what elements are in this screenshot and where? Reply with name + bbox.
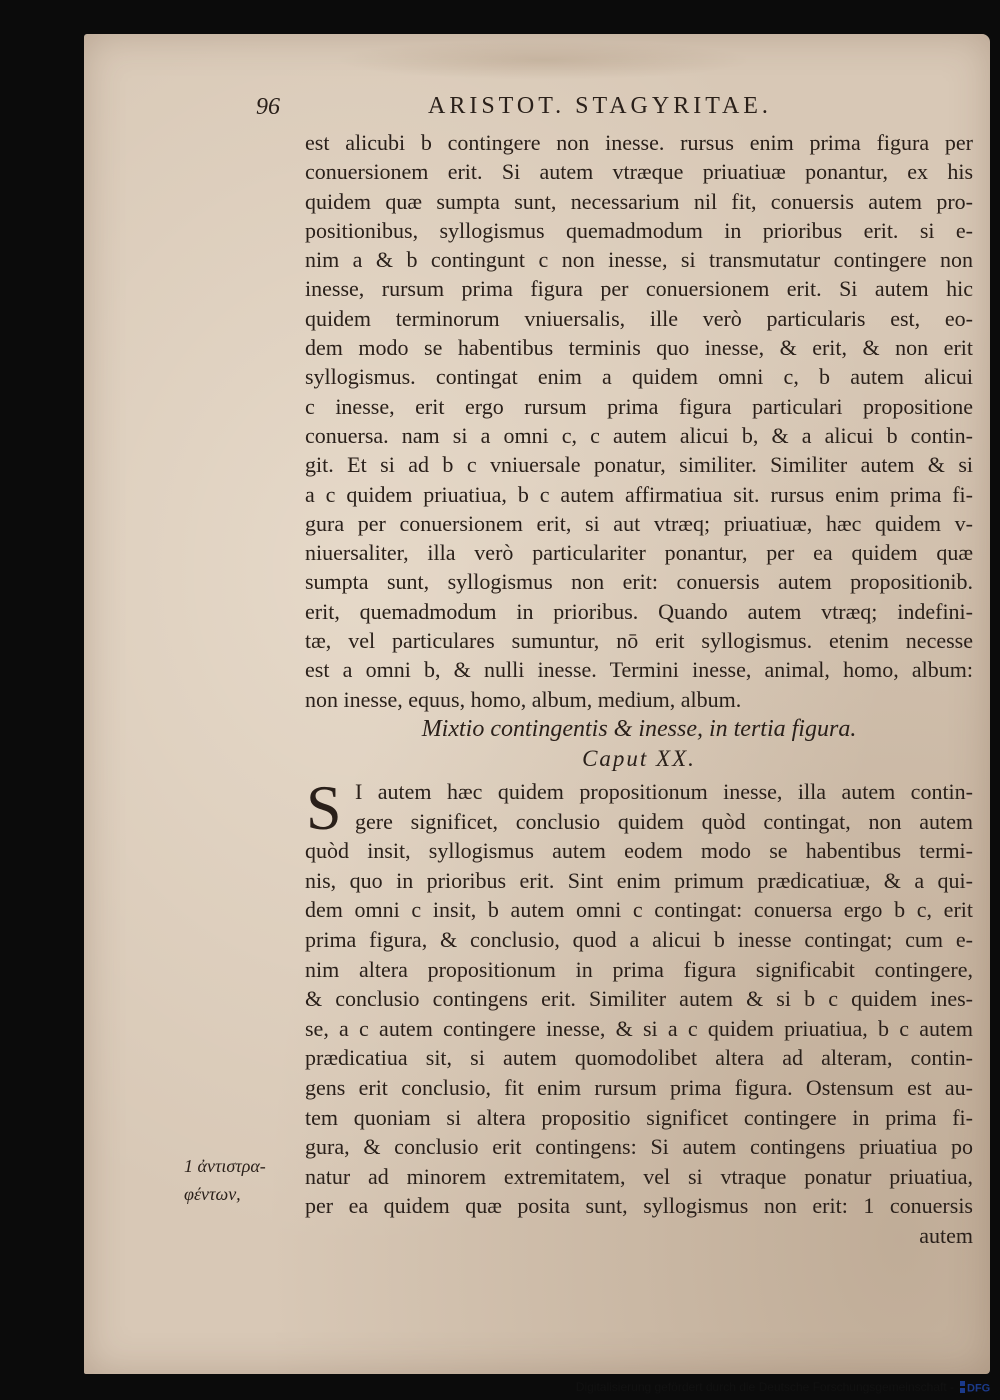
- dfg-logo-text: DFG: [967, 1382, 991, 1394]
- text-line: quidem quæ sumpta sunt, necessarium nil fit, conuersis autem pro-: [305, 188, 973, 214]
- text-line: a c quidem priuatiua, b c autem affirmatiua sit. rursus enim prima fi-: [305, 481, 973, 507]
- page-number: 96: [256, 94, 280, 120]
- dfg-logo-graphic: [960, 1380, 994, 1394]
- text-line: prædicatiua sit, si autem quomodolibet altera ad alteram, contin-: [305, 1045, 973, 1071]
- text-line: est alicubi b contingere non inesse. rursus enim prima figura per: [305, 130, 973, 155]
- main-text-block: [305, 128, 973, 714]
- digitization-footer: [576, 1378, 994, 1396]
- chapter-title: Mixtio contingentis & inesse, in tertia figura.: [421, 716, 857, 742]
- marginal-note-line: 1 ἀντιστρα-: [184, 1156, 266, 1176]
- text-line: tem quoniam si altera propositio significet contingere in prima fi-: [305, 1104, 973, 1130]
- text-line: I autem hæc quidem propositionum inesse, illa autem contin-: [355, 779, 973, 804]
- marginal-note: [184, 1152, 304, 1208]
- page-stain: [334, 40, 754, 80]
- text-line: tæ, vel particulares sumuntur, nō erit syllogismus. etenim necesse: [305, 628, 973, 654]
- text-line: sumpta sunt, syllogismus non erit: conuersis autem propositionib.: [305, 569, 973, 595]
- chapter-text-block: [305, 772, 973, 1251]
- text-line: per ea quidem quæ posita sunt, syllogismus non erit: 1 conuersis: [305, 1193, 973, 1219]
- text-line: c inesse, erit ergo rursum prima figura particulari propositione: [305, 393, 973, 419]
- text-line: conuersionem erit. Si autem vtræque priuatiuæ ponantur, ex his: [305, 159, 973, 185]
- marginal-note-line: φέντων,: [184, 1184, 241, 1204]
- text-line: se, a c autem contingere inesse, & si a c quidem priuatiua, b c autem: [305, 1015, 973, 1041]
- text-line: niuersaliter, illa verò particulariter ponantur, per ea quidem quæ: [305, 540, 973, 566]
- text-line: positionibus, syllogismus quemadmodum in prioribus erit. si e-: [305, 217, 973, 243]
- text-line: natur ad minorem extremitatem, vel si vtraque ponatur priuatiua,: [305, 1163, 973, 1189]
- text-line: git. Et si ad b c vniuersale ponatur, similiter. Similiter autem & si: [305, 452, 973, 478]
- text-line: non inesse, equus, homo, album, medium, album.: [305, 686, 742, 712]
- text-line: gura, & conclusio erit contingens: Si autem contingens priuatiua po: [305, 1134, 973, 1160]
- text-line: dem modo se habentibus terminis quo inesse, & erit, & non erit: [305, 335, 973, 361]
- text-line: gura per conuersionem erit, si aut vtræq; priuatiuæ, hæc quidem v-: [305, 510, 973, 536]
- text-line: gens erit conclusio, fit enim rursum prima figura. Ostensum est au-: [305, 1074, 973, 1100]
- text-line: prima figura, & conclusio, quod a alicui b inesse contingat; cum e-: [305, 926, 973, 952]
- running-head: ARISTOT. STAGYRITAE.: [428, 93, 772, 119]
- text-line: dem omni c insit, b autem omni c contingat: conuersa ergo b c, erit: [305, 897, 973, 923]
- text-line: nis, quo in prioribus erit. Sint enim primum prædicatiuæ, & a qui-: [305, 867, 973, 893]
- text-line: est a omni b, & nulli inesse. Termini inesse, animal, homo, album:: [305, 657, 973, 683]
- catchword: autem: [919, 1222, 973, 1248]
- text-line: syllogismus. contingat enim a quidem omni c, b autem alicui: [305, 364, 973, 390]
- dfg-logo-icon: [960, 1380, 994, 1394]
- footer-text: Digitalisierung gefördert durch die Deutsche Forschungsgemeinschaft -: [575, 1380, 954, 1394]
- text-line: conuersa. nam si a omni c, c autem alicui b, & a alicui b contin-: [305, 422, 973, 448]
- drop-cap: S: [306, 772, 342, 843]
- text-line: gere significet, conclusio quidem quòd contingat, non autem: [355, 808, 973, 834]
- text-line: & conclusio contingens erit. Similiter autem & si b c quidem ines-: [305, 986, 973, 1012]
- chapter-number: Caput XX.: [582, 746, 696, 771]
- text-line: nim altera propositionum in prima figura significabit contingere,: [305, 956, 973, 982]
- text-line: inesse, rursum prima figura per conuersionem erit. Si autem hic: [305, 276, 973, 302]
- text-line: quidem terminorum vniuersalis, ille verò particularis est, eo-: [305, 305, 973, 331]
- text-line: quòd insit, syllogismus autem eodem modo se habentibus termi-: [305, 838, 973, 864]
- text-line: erit, quemadmodum in prioribus. Quando autem vtræq; indefini-: [305, 598, 973, 624]
- text-line: nim a & b contingunt c non inesse, si transmutatur contingere non: [305, 247, 973, 273]
